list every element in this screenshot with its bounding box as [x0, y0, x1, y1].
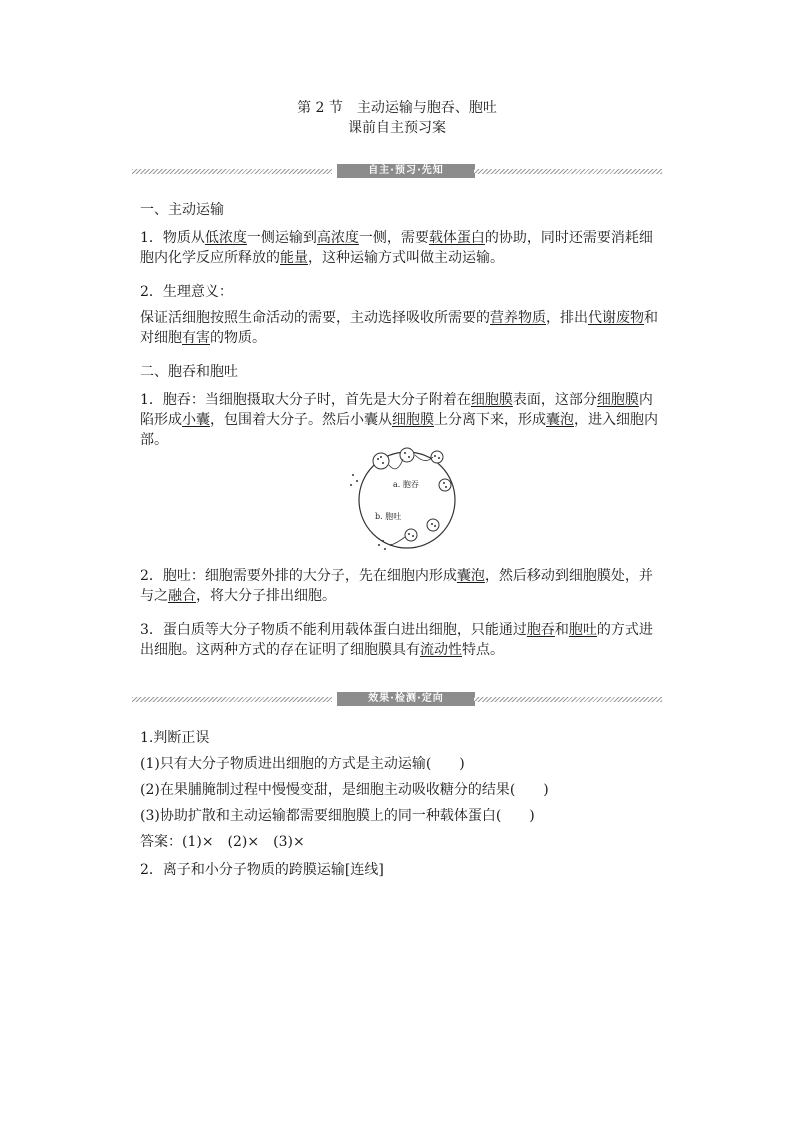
- section-banner-check: [132, 692, 662, 706]
- blank-answer: 胞吞: [526, 622, 555, 638]
- vesicle-shape: [405, 529, 417, 541]
- blank-answer: 高浓度: [316, 230, 359, 246]
- section-heading-active-transport: 一、主动运输: [140, 202, 224, 218]
- banner-label: 自主·预习·先知: [337, 164, 475, 178]
- blank-answer: 营养物质: [490, 310, 546, 326]
- blank-answer: 融合: [168, 588, 196, 604]
- endocytosis-exocytosis-diagram: [345, 445, 465, 555]
- blank-answer: 载体蛋白: [428, 230, 485, 246]
- paragraph-membrane-fluidity: 3．蛋白质等大分子物质不能利用载体蛋白进出细胞，只能通过胞吞和胞吐的方式进出细胞。这两种方式的存在证明了细胞膜具有流动性特点。: [140, 622, 653, 658]
- blank-answer: 细胞膜: [596, 392, 639, 408]
- page-subtitle: 课前自主预习案: [348, 120, 446, 136]
- blank-answer: 低浓度: [204, 230, 247, 246]
- blank-answer: 能量: [280, 250, 308, 266]
- question-1: (1)只有大分子物质进出细胞的方式是主动运输( ): [140, 756, 465, 772]
- paragraph-significance-heading: 2．生理意义：: [140, 284, 233, 300]
- blank-answer: 细胞膜: [392, 412, 434, 428]
- paragraph-exocytosis: 2．胞吐：细胞需要外排的大分子，先在细胞内形成囊泡，然后移动到细胞膜处，并与之融合，将大分子排出细胞。: [140, 568, 653, 604]
- question-3: (3)协助扩散和主动运输都需要细胞膜上的同一种载体蛋白( ): [140, 808, 535, 824]
- blank-answer: 胞吐: [568, 622, 597, 638]
- section-banner-preview: [132, 164, 662, 178]
- blank-answer: 有害: [182, 330, 210, 346]
- arrow-shape: [389, 459, 403, 469]
- paragraph-endocytosis: 1．胞吞：当细胞摄取大分子时，首先是大分子附着在细胞膜表面，这部分细胞膜内陷形成小囊，包围着大分子。然后小囊从细胞膜上分离下来，形成囊泡，进入细胞内部。: [140, 392, 658, 448]
- blank-answer: 流动性: [420, 642, 462, 658]
- diagram-label-b: b. 胞吐: [375, 512, 402, 521]
- blank-answer: 囊泡: [456, 568, 485, 584]
- arrow-shape: [391, 537, 405, 545]
- vesicle-shape: [427, 519, 439, 531]
- paragraph-significance: 保证活细胞按照生命活动的需要，主动选择吸收所需要的营养物质，排出代谢废物和对细胞有害的物质。: [140, 310, 658, 346]
- question-2: (2)在果脯腌制过程中慢慢变甜，是细胞主动吸收糖分的结果( ): [140, 782, 549, 798]
- vesicle-shape: [439, 479, 451, 491]
- exercise-heading: 1.判断正误: [140, 730, 210, 746]
- diagram-label-a: a. 胞吞: [393, 480, 419, 489]
- blank-answer: 囊泡: [546, 412, 574, 428]
- page-title: 第 2 节 主动运输与胞吞、胞吐: [297, 100, 497, 116]
- vesicle-shape: [400, 448, 414, 462]
- vesicle-shape: [373, 453, 389, 469]
- blank-answer: 细胞膜: [470, 392, 513, 408]
- section-heading-endocytosis: 二、胞吞和胞吐: [140, 364, 238, 380]
- blank-answer: 代谢废物: [588, 310, 644, 326]
- exercise-item-2: 2．离子和小分子物质的跨膜运输[连线]: [140, 862, 384, 878]
- paragraph-active-transport-definition: 1．物质从低浓度一侧运输到高浓度一侧，需要载体蛋白的协助，同时还需要消耗细胞内化学反应所释放的能量，这种运输方式叫做主动运输。: [140, 230, 653, 266]
- answer-line: 答案：(1)× (2)× (3)×: [140, 834, 305, 850]
- blank-answer: 小囊: [182, 412, 210, 428]
- banner-label: 效果·检测·定向: [337, 692, 475, 706]
